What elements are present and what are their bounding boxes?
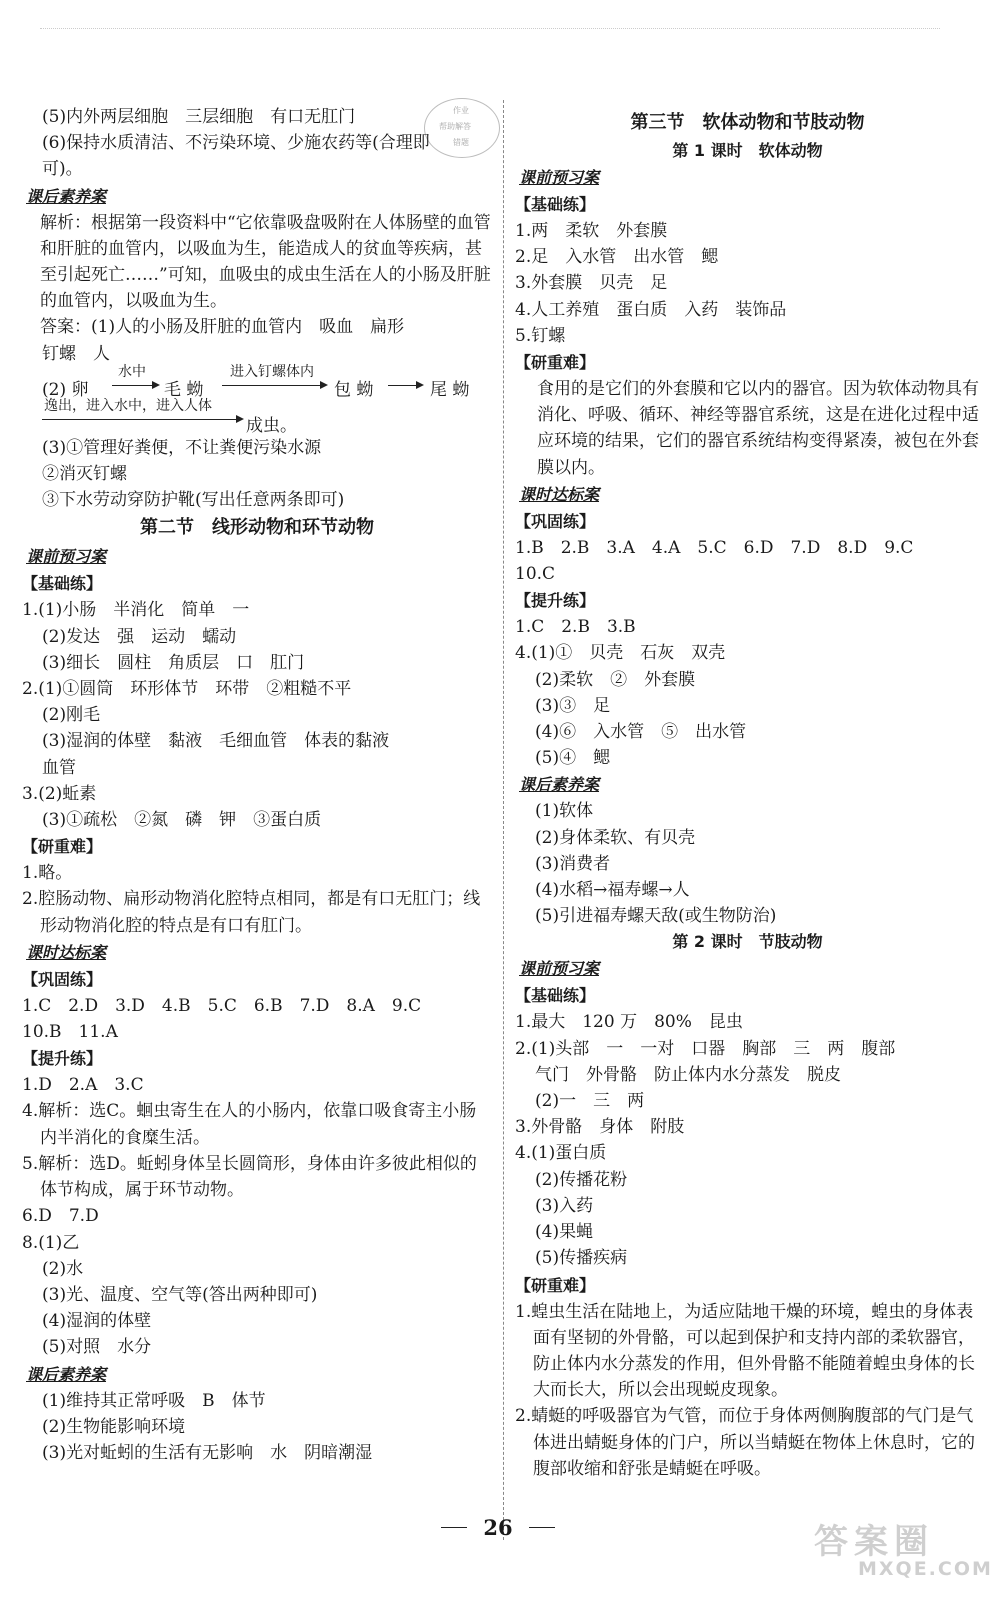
text-para: 2.腔肠动物、扁形动物消化腔特点相同，都是有口无肛门；线形动物消化腔的特点是有口有肛门。 (22, 889, 481, 936)
text-line: (3)湿润的体壁 黏液 毛细血管 体表的黏液 (42, 731, 390, 752)
text-line: (3)消费者 (535, 853, 611, 874)
life-cycle-flow-2 (22, 397, 492, 436)
text-line: (2)水 (42, 1258, 84, 1279)
watermark-url: MXQE.COM (858, 1558, 993, 1580)
right-column (515, 108, 980, 1482)
text-line: (2)生物能影响环境 (42, 1416, 186, 1437)
text-line: 1.D 2.A 3.C (22, 1075, 144, 1096)
text-line: (3)①疏松 ②氮 磷 钾 ③蛋白质 (42, 810, 322, 831)
section-heading: 课前预习案 (26, 547, 107, 567)
stamp-text-3: 错题 (453, 138, 469, 147)
text-line: (4)湿润的体壁 (42, 1311, 152, 1332)
arrow-icon (42, 419, 242, 420)
section-heading: 课时达标案 (26, 942, 107, 962)
text-line: 4.(1)蛋白质 (515, 1143, 607, 1164)
bracket-heading: 【研重难】 (515, 353, 596, 373)
stamp-text-1: 作业 (453, 106, 469, 115)
text-line: (1)维持其正常呼吸 B 体节 (42, 1390, 266, 1411)
text-line: 血管 (42, 757, 76, 778)
lesson-title: 第 2 课时 节肢动物 (672, 932, 823, 952)
answer-line: 答案：(1)人的小肠及肝脏的血管内 吸血 扁形 (40, 317, 405, 338)
text-line: (3)光对蚯蚓的生活有无影响 水 阴暗潮湿 (42, 1442, 373, 1463)
flow-label: 进入钉螺体内 (230, 363, 314, 380)
flow-label: 水中 (118, 363, 146, 380)
bracket-heading: 【基础练】 (515, 195, 596, 214)
text-line: 1.最大 120 万 80% 昆虫 (515, 1012, 743, 1033)
bracket-heading: 【基础练】 (22, 574, 103, 594)
text-line: 1.两 柔软 外套膜 (515, 221, 668, 241)
page-number: 26 (483, 1515, 513, 1540)
analysis-paragraph: 解析：根据第一段资料中“它依靠吸盘吸附在人体肠壁的血管和肝脏的血管内，以吸血为生，能造成人的贫血等疾病，甚至引起死亡……”可知，血吸虫的成虫生活在人的小肠及肝脏的血管内，以吸血为生。 (40, 212, 491, 312)
flow-label: 逸出，进入水中，进入人体 (44, 397, 212, 414)
text-line: (4)水稻→福寿螺→人 (535, 880, 690, 901)
text-line: 1.C 2.D 3.D 4.B 5.C 6.B 7.D 8.A 9.C (22, 995, 422, 1016)
text-line: (2)身体柔软、有贝壳 (535, 827, 696, 848)
footer-dash (529, 1527, 555, 1528)
text-line: (6)保持水质清洁、不污染环境、少施农药等(合理即 (42, 133, 430, 154)
text-line: 3.外骨骼 身体 附肢 (515, 1117, 685, 1138)
text-line: ②消灭钉螺 (42, 464, 127, 485)
text-line: (5)引进福寿螺天敌(或生物防治) (535, 906, 777, 927)
section-heading: 课后素养案 (26, 1364, 107, 1384)
text-line: (3)③ 足 (535, 695, 611, 716)
text-line: 气门 外骨骼 防止体内水分蒸发 脱皮 (535, 1064, 841, 1085)
flow-node: 毛 蚴 (164, 379, 204, 400)
text-line: 5.钉螺 (515, 325, 566, 346)
lesson-title: 第 1 课时 软体动物 (672, 141, 823, 160)
answer-line: 钉螺 人 (42, 343, 110, 364)
arrow-icon (112, 385, 158, 386)
scan-edge-noise (40, 28, 940, 29)
text-para: 5.解析：选D。蚯蚓身体呈长圆筒形，身体由许多彼此相似的体节构成，属于环节动物。 (22, 1153, 477, 1201)
text-line: (1)软体 (535, 801, 594, 822)
section-heading: 课后素养案 (26, 186, 107, 206)
text-line: (5)对照 水分 (42, 1337, 152, 1358)
text-para: 1.蝗虫生活在陆地上，为适应陆地干燥的环境，蝗虫的身体表面有坚韧的外骨骼，可以起到保护和支持内部的柔软器官，防止体内水分蒸发的作用，但外骨骼不能随着蝗虫身体的长大而长大，所以会出现蜕皮现象。 (515, 1301, 975, 1401)
bracket-heading: 【提升练】 (22, 1049, 103, 1069)
text-line: (3)细长 圆柱 角质层 口 肛门 (42, 652, 305, 673)
footer-dash (441, 1527, 467, 1528)
arrow-icon (222, 385, 326, 386)
column-divider (503, 100, 504, 1540)
section-title: 第二节 线形动物和环节动物 (140, 517, 374, 539)
bracket-heading: 【基础练】 (515, 986, 596, 1006)
text-line: 3.外套膜 贝壳 足 (515, 273, 668, 294)
flow-node: 包 蚴 (334, 379, 374, 400)
text-line: (3)光、温度、空气等(答出两种即可) (42, 1284, 318, 1305)
text-line: 2.(1)①圆筒 环形体节 环带 ②粗糙不平 (22, 679, 352, 700)
text-line: 1.略。 (22, 863, 73, 884)
text-line: 4.(1)① 贝壳 石灰 双壳 (515, 643, 726, 664)
text-line: (2)发达 强 运动 蠕动 (42, 626, 237, 647)
left-column (22, 104, 492, 1466)
text-line: (4)⑥ 入水管 ⑤ 出水管 (535, 722, 747, 743)
stamp-text-2: 帮助解答 (439, 122, 471, 131)
text-para: 4.解析：选C。蛔虫寄生在人的小肠内，依靠口吸食寄主小肠内半消化的食糜生活。 (22, 1101, 477, 1148)
text-para: 食用的是它们的外套膜和它以内的器官。因为软体动物具有消化、呼吸、循环、神经等器官系统，这是在进化过程中适应环境的结果，它们的器官系统结构变得紧凑，被包在外套膜以内。 (537, 379, 979, 478)
text-line: (2)柔软 ② 外套膜 (535, 669, 696, 690)
text-line: 2.(1)头部 一 一对 口器 胸部 三 两 腹部 (515, 1038, 896, 1059)
text-line: 3.(2)蚯素 (22, 783, 97, 804)
text-line: (2)刚毛 (42, 705, 101, 726)
text-line: (5)传播疾病 (535, 1248, 628, 1269)
text-line: ③下水劳动穿防护靴(写出任意两条即可) (42, 490, 345, 511)
text-line: 1.(1)小肠 半消化 简单 一 (22, 600, 250, 621)
section-heading: 课后素养案 (519, 775, 600, 795)
text-line: (2)一 三 两 (535, 1091, 645, 1112)
text-line: 4.人工养殖 蛋白质 入药 装饰品 (515, 299, 787, 320)
text-line: 8.(1)乙 (22, 1232, 80, 1253)
text-line: 2.足 入水管 出水管 鳃 (515, 247, 719, 268)
watermark-text: 答案圈 (814, 1522, 934, 1562)
flow-node: 尾 蚴 (430, 379, 470, 400)
text-line: (5)内外两层细胞 三层细胞 有口无肛门 (42, 107, 356, 127)
flow-start: (2) 卵 (42, 379, 89, 400)
watermark-logo (808, 1514, 993, 1586)
text-line: (4)果蝇 (535, 1222, 594, 1243)
bracket-heading: 【研重难】 (22, 837, 103, 857)
text-line: 可)。 (42, 159, 83, 180)
bracket-heading: 【巩固练】 (515, 511, 596, 531)
text-line: (3)入药 (535, 1195, 594, 1216)
text-line: (5)④ 鳃 (535, 748, 611, 769)
flow-node: 成虫。 (246, 415, 297, 436)
text-line: 1.C 2.B 3.B (515, 617, 636, 638)
bracket-heading: 【巩固练】 (22, 969, 103, 989)
text-line: (3)①管理好粪便，不让粪便污染水源 (42, 437, 322, 458)
text-line: 10.B 11.A (22, 1022, 118, 1043)
text-line: 1.B 2.B 3.A 4.A 5.C 6.D 7.D 8.D 9.C (515, 537, 914, 558)
bracket-heading: 【研重难】 (515, 1275, 596, 1295)
text-line: (2)传播花粉 (535, 1169, 628, 1190)
section-heading: 课时达标案 (519, 484, 600, 504)
arrow-icon (388, 385, 422, 386)
section-title: 第三节 软体动物和节肢动物 (630, 112, 865, 133)
text-para: 2.蜻蜓的呼吸器官为气管，而位于身体两侧胸腹部的气门是气体进出蜻蜓身体的门户，所以当蜻蜓在物体上休息时，它的腹部收缩和舒张是蜻蜓在呼吸。 (515, 1406, 975, 1479)
text-line: 6.D 7.D (22, 1206, 99, 1227)
bracket-heading: 【提升练】 (515, 591, 596, 611)
section-heading: 课前预习案 (519, 959, 600, 979)
section-heading: 课前预习案 (519, 168, 600, 187)
text-line: 10.C (515, 564, 556, 585)
